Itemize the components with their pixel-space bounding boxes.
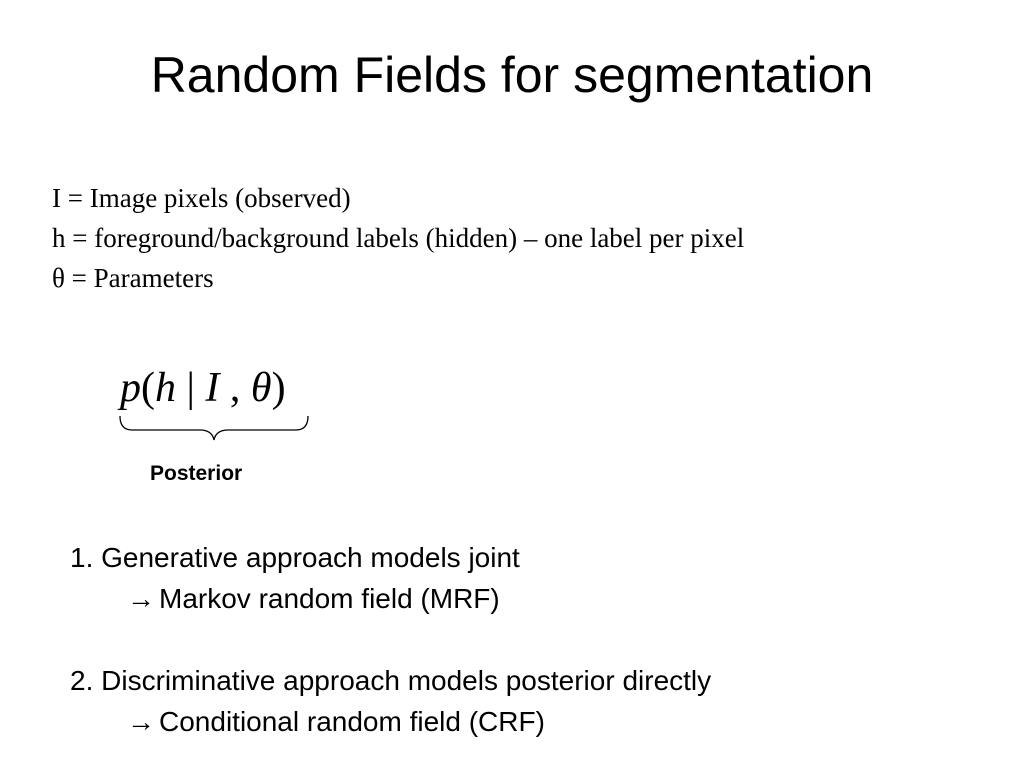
formula-p: p (120, 365, 141, 411)
formula-close-paren: ) (271, 365, 286, 411)
approaches-list (70, 537, 711, 742)
spacer (70, 619, 711, 660)
definition-image-pixels: I = Image pixels (observed) (52, 183, 351, 213)
right-arrow-icon: → (127, 583, 155, 614)
crf-label: Conditional random field (CRF) (159, 706, 545, 737)
mrf-label: Markov random field (MRF) (159, 583, 500, 614)
definition-labels: h = foreground/background labels (hidden) – one label per pixel (52, 223, 745, 253)
formula-comma: , (219, 365, 251, 411)
formula-h: h (155, 365, 176, 411)
definition-parameters: θ = Parameters (52, 263, 214, 293)
posterior-formula (120, 360, 286, 416)
formula-I: I (205, 365, 220, 411)
definitions-list (52, 178, 744, 298)
approach-discriminative-result (70, 701, 711, 742)
approach-generative-result (70, 578, 711, 619)
underbrace-icon (118, 412, 310, 444)
approach-generative: 1. Generative approach models joint (70, 542, 520, 573)
formula-open-paren: ( (141, 365, 155, 411)
posterior-label: Posterior (150, 462, 243, 485)
formula-bar: | (176, 365, 206, 411)
formula-theta: θ (250, 365, 272, 411)
approach-discriminative: 2. Discriminative approach models posterior directly (70, 665, 712, 696)
slide-title: Random Fields for segmentation (150, 47, 874, 103)
right-arrow-icon: → (127, 706, 155, 737)
